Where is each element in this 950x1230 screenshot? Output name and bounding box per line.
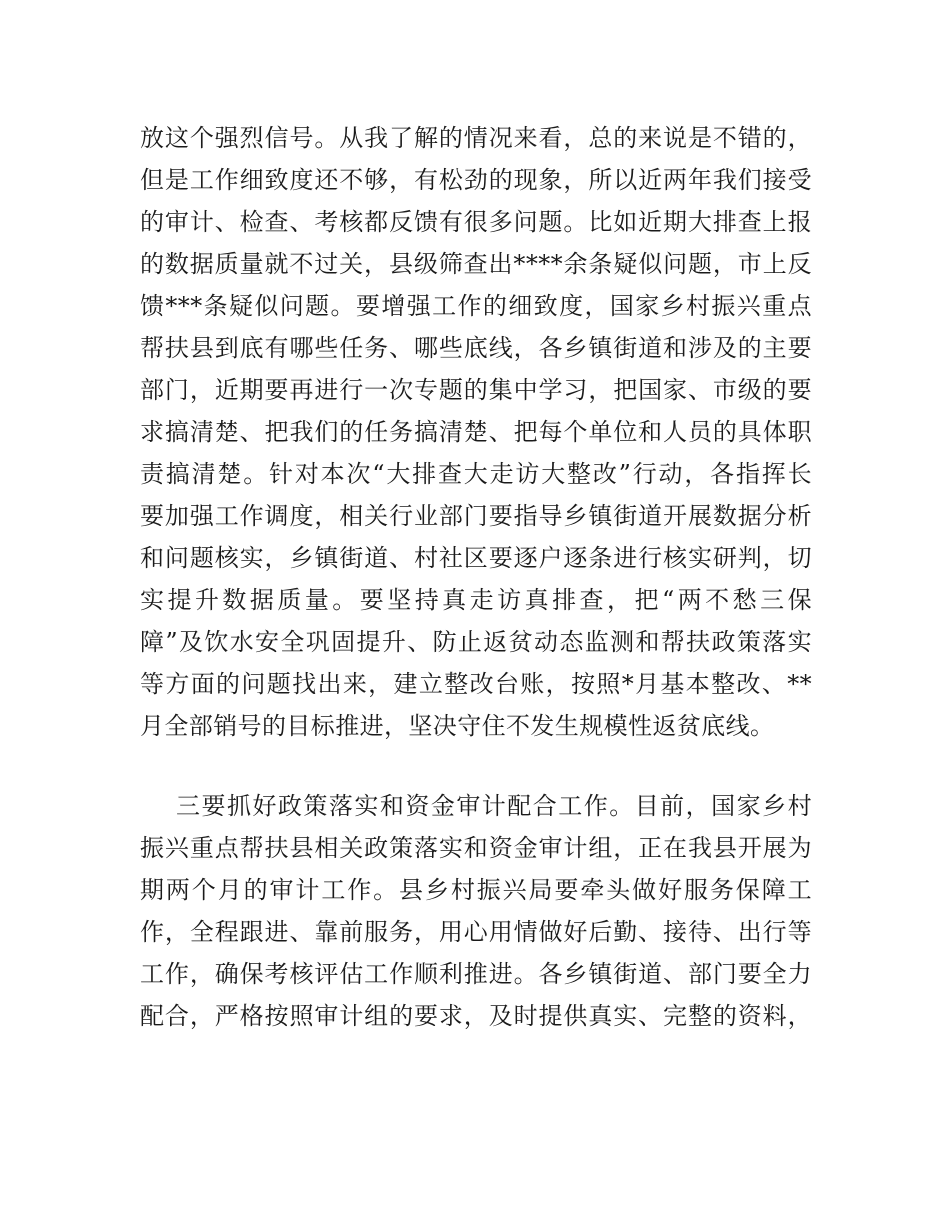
text-line: 放这个强烈信号。从我了解的情况来看，总的来说是不错的，: [140, 124, 812, 152]
text-line: 工作，确保考核评估工作顺利推进。各乡镇街道、部门要全力: [140, 960, 812, 988]
text-line: 部门，近期要再进行一次专题的集中学习，把国家、市级的要: [140, 376, 812, 404]
text-line: 和问题核实，乡镇街道、村社区要逐户逐条进行核实研判，切: [140, 544, 812, 572]
text-line: 但是工作细致度还不够，有松劲的现象，所以近两年我们接受: [140, 166, 812, 194]
text-line: 等方面的问题找出来，建立整改台账，按照*月基本整改、**: [140, 670, 812, 698]
text-line: 馈***条疑似问题。要增强工作的细致度，国家乡村振兴重点: [140, 292, 812, 320]
text-line: 作，全程跟进、靠前服务，用心用情做好后勤、接待、出行等: [140, 918, 812, 946]
text-line: 振兴重点帮扶县相关政策落实和资金审计组，正在我县开展为: [140, 834, 812, 862]
text-line: 期两个月的审计工作。县乡村振兴局要牵头做好服务保障工: [140, 876, 812, 904]
text-line: 的审计、检查、考核都反馈有很多问题。比如近期大排查上报: [140, 208, 812, 236]
text-line: 要加强工作调度，相关行业部门要指导乡镇街道开展数据分析: [140, 502, 812, 530]
text-line: 的数据质量就不过关，县级筛查出****余条疑似问题，市上反: [140, 250, 812, 278]
text-line: 障”及饮水安全巩固提升、防止返贫动态监测和帮扶政策落实: [140, 628, 812, 656]
text-line: 实提升数据质量。要坚持真走访真排查，把“两不愁三保: [140, 586, 812, 614]
text-line: 月全部销号的目标推进，坚决守住不发生规模性返贫底线。: [140, 712, 775, 740]
text-line: 责搞清楚。针对本次“大排查大走访大整改”行动，各指挥长: [140, 460, 812, 488]
text-line: 三要抓好政策落实和资金审计配合工作。目前，国家乡村: [176, 792, 812, 820]
text-line: 配合，严格按照审计组的要求，及时提供真实、完整的资料，: [140, 1002, 812, 1030]
text-line: 求搞清楚、把我们的任务搞清楚、把每个单位和人员的具体职: [140, 418, 812, 446]
text-line: 帮扶县到底有哪些任务、哪些底线，各乡镇街道和涉及的主要: [140, 334, 812, 362]
